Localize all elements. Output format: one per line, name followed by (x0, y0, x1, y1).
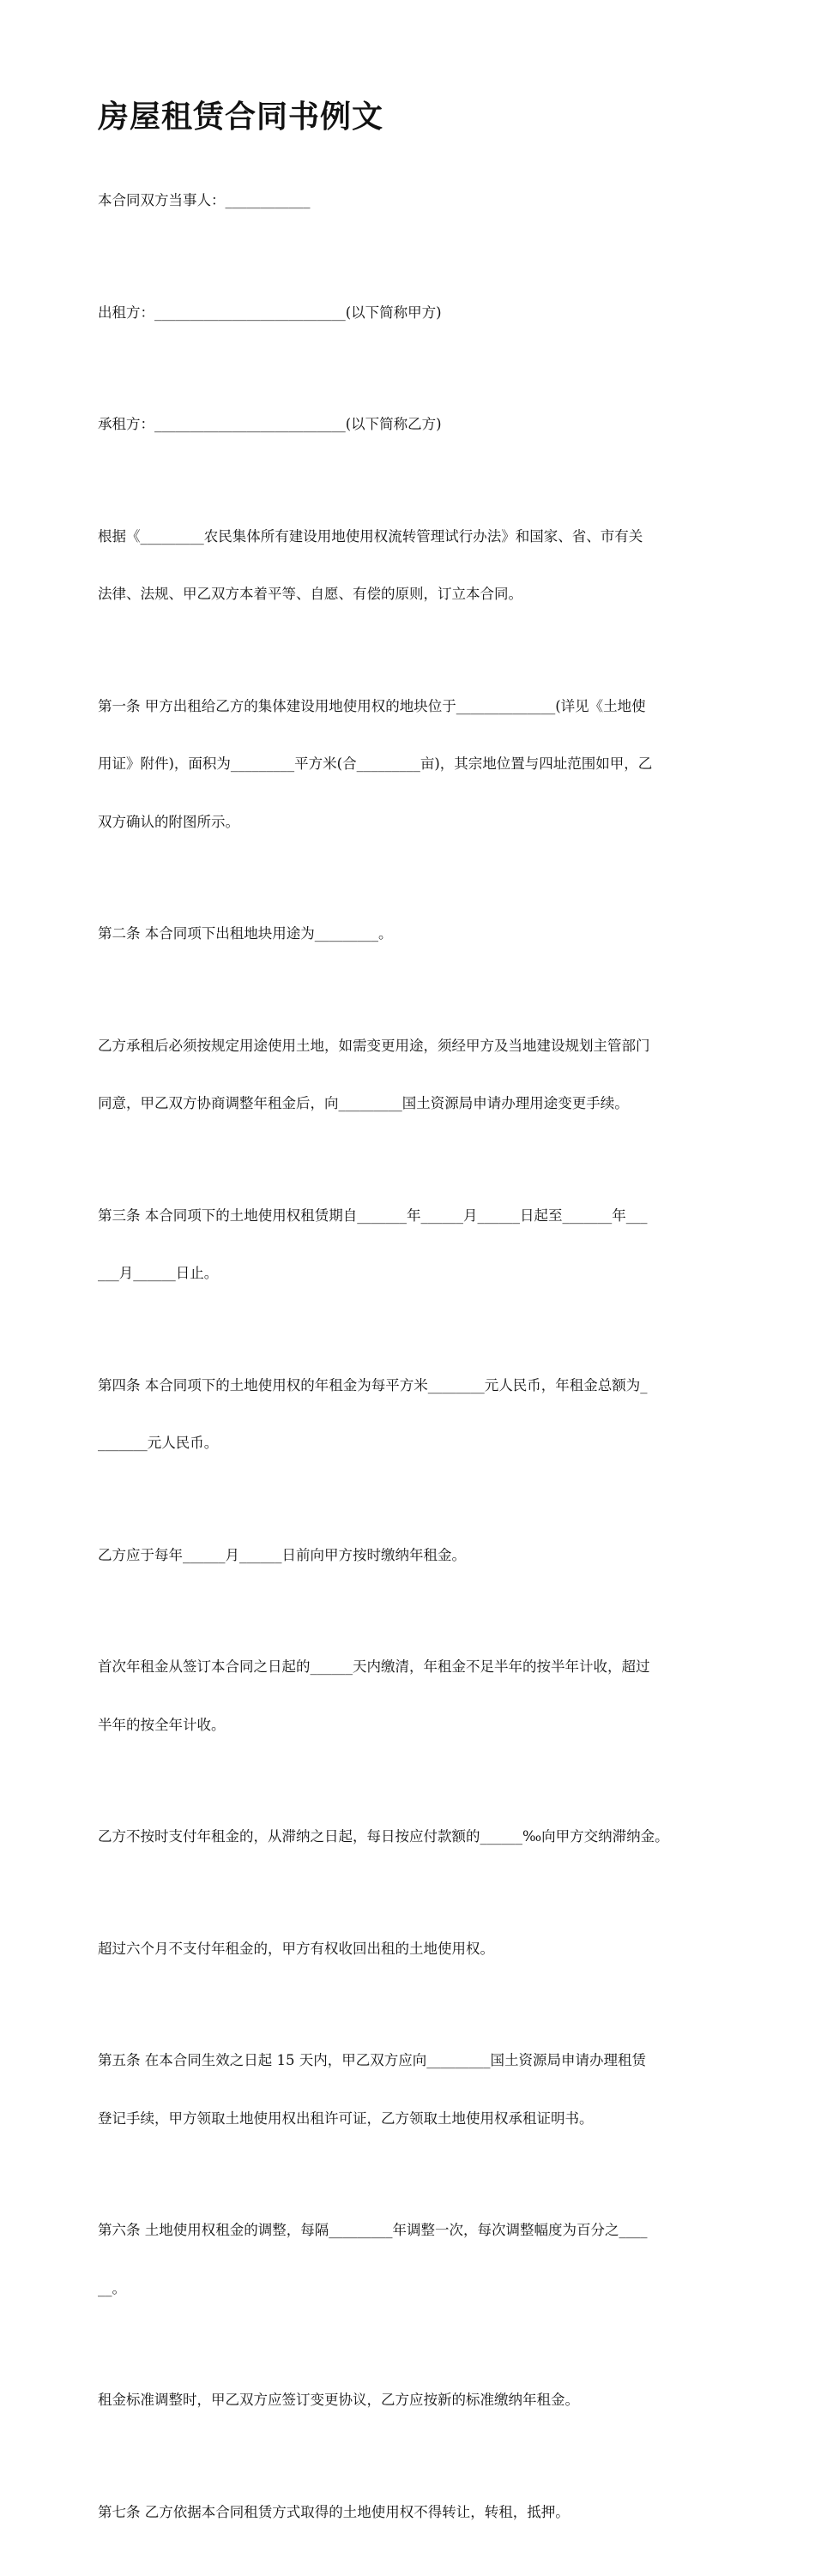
document-title: 房屋租赁合同书例文 (98, 99, 384, 135)
paragraph-article-3 (98, 1168, 724, 1322)
paragraph-line: 同意，甲乙双方协商调整年租金后，向_________国土资源局申请办理用途变更手续。 (98, 1095, 629, 1111)
paragraph-line: 乙方应于每年______月______日前向甲方按时缴纳年租金。 (98, 1546, 466, 1563)
paragraph-annual-payment (98, 1508, 724, 1604)
paragraph-line: 首次年租金从签订本合同之日起的______天内缴清，年租金不足半年的按半年计收，超过 (98, 1658, 650, 1675)
paragraph-line: 双方确认的附图所示。 (98, 813, 239, 830)
paragraph-line: ___月______日止。 (98, 1265, 219, 1281)
paragraph-line: _______元人民币。 (98, 1435, 219, 1451)
paragraph-lessor (98, 265, 724, 362)
paragraph-article-2 (98, 886, 724, 983)
paragraph-article-7 (98, 2465, 724, 2561)
paragraph-line: 第六条 土地使用权租金的调整，每隔_________年调整一次，每次调整幅度为百分之____ (98, 2222, 648, 2238)
paragraph-article-5 (98, 2013, 724, 2167)
paragraph-use-change (98, 998, 724, 1153)
paragraph-first-payment (98, 1619, 724, 1773)
paragraph-line: 租金标准调整时，甲乙双方应签订变更协议，乙方应按新的标准缴纳年租金。 (98, 2392, 579, 2408)
paragraph-article-1 (98, 659, 724, 871)
paragraph-line: 根据《_________农民集体所有建设用地使用权流转管理试行办法》和国家、省、市有关 (98, 527, 643, 545)
document-body (98, 153, 724, 2576)
paragraph-article-6 (98, 2182, 724, 2337)
paragraph-line: 本合同双方当事人：____________ (98, 192, 311, 208)
paragraph-revocation (98, 1901, 724, 1998)
paragraph-line: 登记手续，甲方领取土地使用权出租许可证，乙方领取土地使用权承租证明书。 (98, 2110, 594, 2127)
paragraph-line: 乙方承租后必须按规定用途使用土地，如需变更用途，须经甲方及当地建设规划主管部门 (98, 1037, 650, 1054)
paragraph-line: 第七条 乙方依据本合同租赁方式取得的土地使用权不得转让，转租，抵押。 (98, 2503, 570, 2520)
paragraph-parties (98, 153, 724, 250)
paragraph-lessee (98, 376, 724, 473)
paragraph-line: 第五条 在本合同生效之日起 15 天内，甲乙双方应向_________国土资源局申请办理租赁 (98, 2052, 646, 2068)
paragraph-line: 用证》附件)，面积为_________平方米(合_________亩)，其宗地位置与四址范围如甲，乙 (98, 755, 653, 772)
paragraph-line: 法律、法规、甲乙双方本着平等、自愿、有偿的原则，订立本合同。 (98, 586, 522, 602)
paragraph-line: 第二条 本合同项下出租地块用途为_________。 (98, 925, 393, 942)
paragraph-line: 超过六个月不支付年租金的，甲方有权收回出租的土地使用权。 (98, 1940, 494, 1957)
paragraph-article-4 (98, 1338, 724, 1492)
paragraph-line: 第四条 本合同项下的土地使用权的年租金为每平方米________元人民币，年租金总额为_ (98, 1376, 648, 1393)
paragraph-line: 第三条 本合同项下的土地使用权租赁期自_______年______月______日起至_______年___ (98, 1207, 648, 1224)
paragraph-late-fee (98, 1789, 724, 1886)
paragraph-basis (98, 489, 724, 643)
paragraph-line: 出租方：___________________________(以下简称甲方) (98, 304, 442, 321)
paragraph-line: __。 (98, 2279, 126, 2296)
paragraph-rent-adjust (98, 2352, 724, 2449)
paragraph-line: 乙方不按时支付年租金的，从滞纳之日起，每日按应付款额的______‰向甲方交纳滞纳金。 (98, 1828, 669, 1845)
paragraph-line: 承租方：___________________________(以下简称乙方) (98, 416, 442, 432)
paragraph-line: 半年的按全年计收。 (98, 1716, 226, 1733)
paragraph-line: 第一条 甲方出租给乙方的集体建设用地使用权的地块位于______________(详见《土地使 (98, 697, 646, 714)
